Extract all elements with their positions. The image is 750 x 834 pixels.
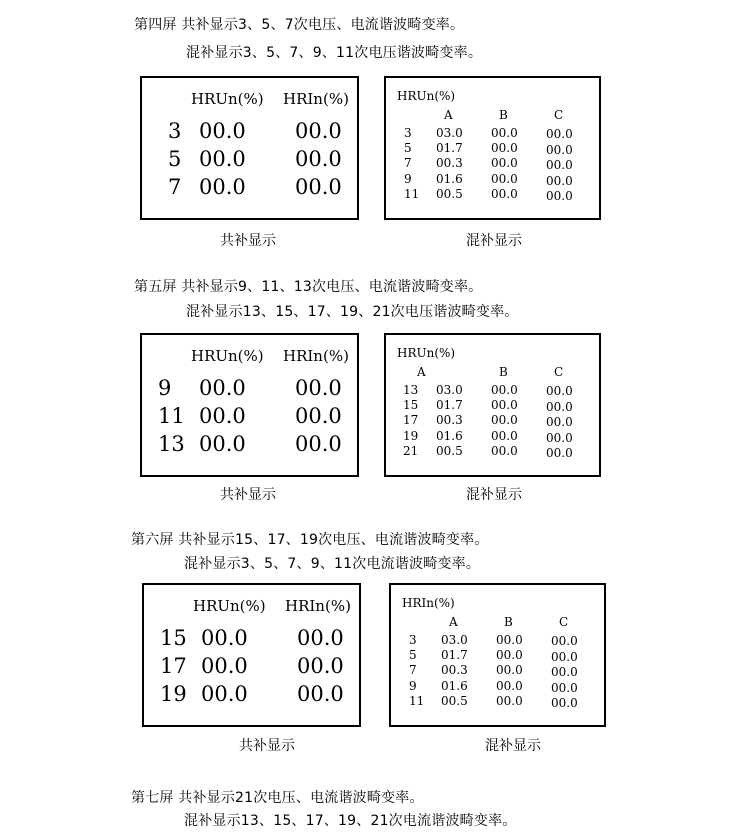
mixed-order: 21 — [403, 444, 419, 458]
mixed-value-b: 00.0 — [491, 398, 518, 412]
mixed-value-a: 03.0 — [436, 383, 463, 397]
screen6-mixed-caption: 混补显示 — [485, 738, 541, 754]
mixed-order: 15 — [403, 398, 419, 412]
mixed-col-a: A — [444, 108, 453, 122]
mixed-value-a: 01.7 — [436, 141, 463, 155]
mixed-value-c: 00.0 — [546, 431, 573, 445]
mixed-value-a: 01.6 — [441, 679, 468, 693]
common-order: 7 — [168, 175, 182, 199]
mixed-value-c: 00.0 — [546, 400, 573, 414]
common-order: 9 — [158, 376, 172, 400]
mixed-value-b: 00.0 — [491, 187, 518, 201]
mixed-value-b: 00.0 — [491, 172, 518, 186]
mixed-value-a: 01.6 — [436, 172, 463, 186]
common-header-hrin: HRIn(%) — [285, 597, 351, 615]
common-hrin-value: 00.0 — [295, 119, 342, 143]
screen4-mixed-caption: 混补显示 — [466, 233, 522, 249]
common-hrun-value: 00.0 — [199, 404, 246, 428]
mixed-value-c: 00.0 — [546, 415, 573, 429]
common-hrin-value: 00.0 — [295, 404, 342, 428]
mixed-col-c: C — [554, 365, 564, 379]
mixed-value-c: 00.0 — [551, 650, 578, 664]
screen5-mixed-caption: 混补显示 — [466, 487, 522, 503]
mixed-value-b: 00.0 — [491, 444, 518, 458]
common-order: 19 — [160, 682, 187, 706]
mixed-order: 17 — [403, 413, 419, 427]
common-hrin-value: 00.0 — [297, 654, 344, 678]
mixed-col-b: B — [499, 108, 508, 122]
common-hrun-value: 00.0 — [201, 626, 248, 650]
mixed-value-c: 00.0 — [551, 681, 578, 695]
mixed-value-c: 00.0 — [546, 174, 573, 188]
mixed-order: 5 — [409, 648, 417, 662]
screen5-mixed-display — [384, 333, 601, 477]
screen6-common-caption: 共补显示 — [239, 738, 295, 754]
mixed-value-b: 00.0 — [491, 126, 518, 140]
screen7-line1: 第七屏 共补显示21次电压、电流谐波畸变率。 — [131, 790, 424, 806]
mixed-value-a: 01.6 — [436, 429, 463, 443]
mixed-col-a: A — [417, 365, 426, 379]
common-header-hrun: HRUn(%) — [191, 347, 264, 365]
common-hrun-value: 00.0 — [199, 432, 246, 456]
common-hrin-value: 00.0 — [295, 432, 342, 456]
mixed-value-a: 03.0 — [436, 126, 463, 140]
mixed-col-a: A — [449, 615, 458, 629]
common-hrin-value: 00.0 — [295, 376, 342, 400]
mixed-order: 3 — [409, 633, 417, 647]
common-hrin-value: 00.0 — [297, 626, 344, 650]
mixed-value-b: 00.0 — [496, 633, 523, 647]
mixed-value-b: 00.0 — [491, 141, 518, 155]
mixed-value-b: 00.0 — [491, 413, 518, 427]
mixed-value-c: 00.0 — [546, 446, 573, 460]
mixed-value-a: 00.3 — [441, 663, 468, 677]
common-header-hrun: HRUn(%) — [193, 597, 266, 615]
mixed-order: 7 — [404, 156, 412, 170]
mixed-col-c: C — [559, 615, 569, 629]
mixed-col-c: C — [554, 108, 564, 122]
common-hrun-value: 00.0 — [199, 147, 246, 171]
mixed-value-a: 00.5 — [436, 187, 463, 201]
screen6-mixed-display — [389, 583, 606, 727]
mixed-order: 9 — [409, 679, 417, 693]
screen4-common-display — [140, 76, 359, 220]
screen6-line1: 第六屏 共补显示15、17、19次电压、电流谐波畸变率。 — [131, 532, 489, 548]
mixed-order: 7 — [409, 663, 417, 677]
mixed-value-c: 00.0 — [551, 634, 578, 648]
mixed-col-b: B — [504, 615, 513, 629]
screen6-line2: 混补显示3、5、7、9、11次电流谐波畸变率。 — [184, 556, 481, 572]
mixed-value-a: 00.5 — [441, 694, 468, 708]
mixed-value-c: 00.0 — [546, 189, 573, 203]
mixed-col-b: B — [499, 365, 508, 379]
mixed-value-c: 00.0 — [551, 696, 578, 710]
common-hrun-value: 00.0 — [199, 119, 246, 143]
screen6-common-display — [142, 583, 361, 727]
mixed-value-c: 00.0 — [546, 384, 573, 398]
common-hrin-value: 00.0 — [297, 682, 344, 706]
mixed-title: HRUn(%) — [397, 346, 456, 360]
mixed-value-c: 00.0 — [546, 143, 573, 157]
screen5-common-caption: 共补显示 — [220, 487, 276, 503]
mixed-value-a: 03.0 — [441, 633, 468, 647]
screen4-line1: 第四屏 共补显示3、5、7次电压、电流谐波畸变率。 — [134, 17, 465, 33]
mixed-value-b: 00.0 — [496, 663, 523, 677]
common-hrun-value: 00.0 — [201, 682, 248, 706]
mixed-title: HRUn(%) — [397, 89, 456, 103]
mixed-value-a: 00.3 — [436, 156, 463, 170]
common-hrin-value: 00.0 — [295, 175, 342, 199]
common-header-hrin: HRIn(%) — [283, 347, 349, 365]
mixed-order: 9 — [404, 172, 412, 186]
screen5-line1: 第五屏 共补显示9、11、13次电压、电流谐波畸变率。 — [134, 279, 483, 295]
screen4-common-caption: 共补显示 — [220, 233, 276, 249]
mixed-value-a: 01.7 — [436, 398, 463, 412]
common-header-hrun: HRUn(%) — [191, 90, 264, 108]
mixed-value-b: 00.0 — [491, 383, 518, 397]
common-header-hrin: HRIn(%) — [283, 90, 349, 108]
mixed-value-b: 00.0 — [491, 429, 518, 443]
common-order: 5 — [168, 147, 182, 171]
mixed-order: 3 — [404, 126, 412, 140]
mixed-value-a: 00.3 — [436, 413, 463, 427]
mixed-value-b: 00.0 — [491, 156, 518, 170]
screen7-line2: 混补显示13、15、17、19、21次电流谐波畸变率。 — [184, 813, 517, 829]
mixed-title: HRIn(%) — [402, 596, 455, 610]
common-order: 13 — [158, 432, 185, 456]
mixed-value-a: 01.7 — [441, 648, 468, 662]
mixed-value-c: 00.0 — [546, 158, 573, 172]
mixed-value-a: 00.5 — [436, 444, 463, 458]
screen5-line2: 混补显示13、15、17、19、21次电压谐波畸变率。 — [186, 304, 519, 320]
mixed-order: 11 — [409, 694, 425, 708]
mixed-order: 19 — [403, 429, 419, 443]
screen4-mixed-display — [384, 76, 601, 220]
common-order: 17 — [160, 654, 187, 678]
mixed-order: 13 — [403, 383, 419, 397]
common-hrun-value: 00.0 — [199, 376, 246, 400]
mixed-value-b: 00.0 — [496, 679, 523, 693]
screen5-common-display — [140, 333, 359, 477]
mixed-order: 11 — [404, 187, 420, 201]
mixed-value-b: 00.0 — [496, 694, 523, 708]
common-hrun-value: 00.0 — [201, 654, 248, 678]
common-order: 15 — [160, 626, 187, 650]
mixed-value-c: 00.0 — [551, 665, 578, 679]
common-hrun-value: 00.0 — [199, 175, 246, 199]
common-order: 11 — [158, 404, 185, 428]
common-order: 3 — [168, 119, 182, 143]
mixed-order: 5 — [404, 141, 412, 155]
common-hrin-value: 00.0 — [295, 147, 342, 171]
screen4-line2: 混补显示3、5、7、9、11次电压谐波畸变率。 — [186, 45, 483, 61]
mixed-value-b: 00.0 — [496, 648, 523, 662]
mixed-value-c: 00.0 — [546, 127, 573, 141]
